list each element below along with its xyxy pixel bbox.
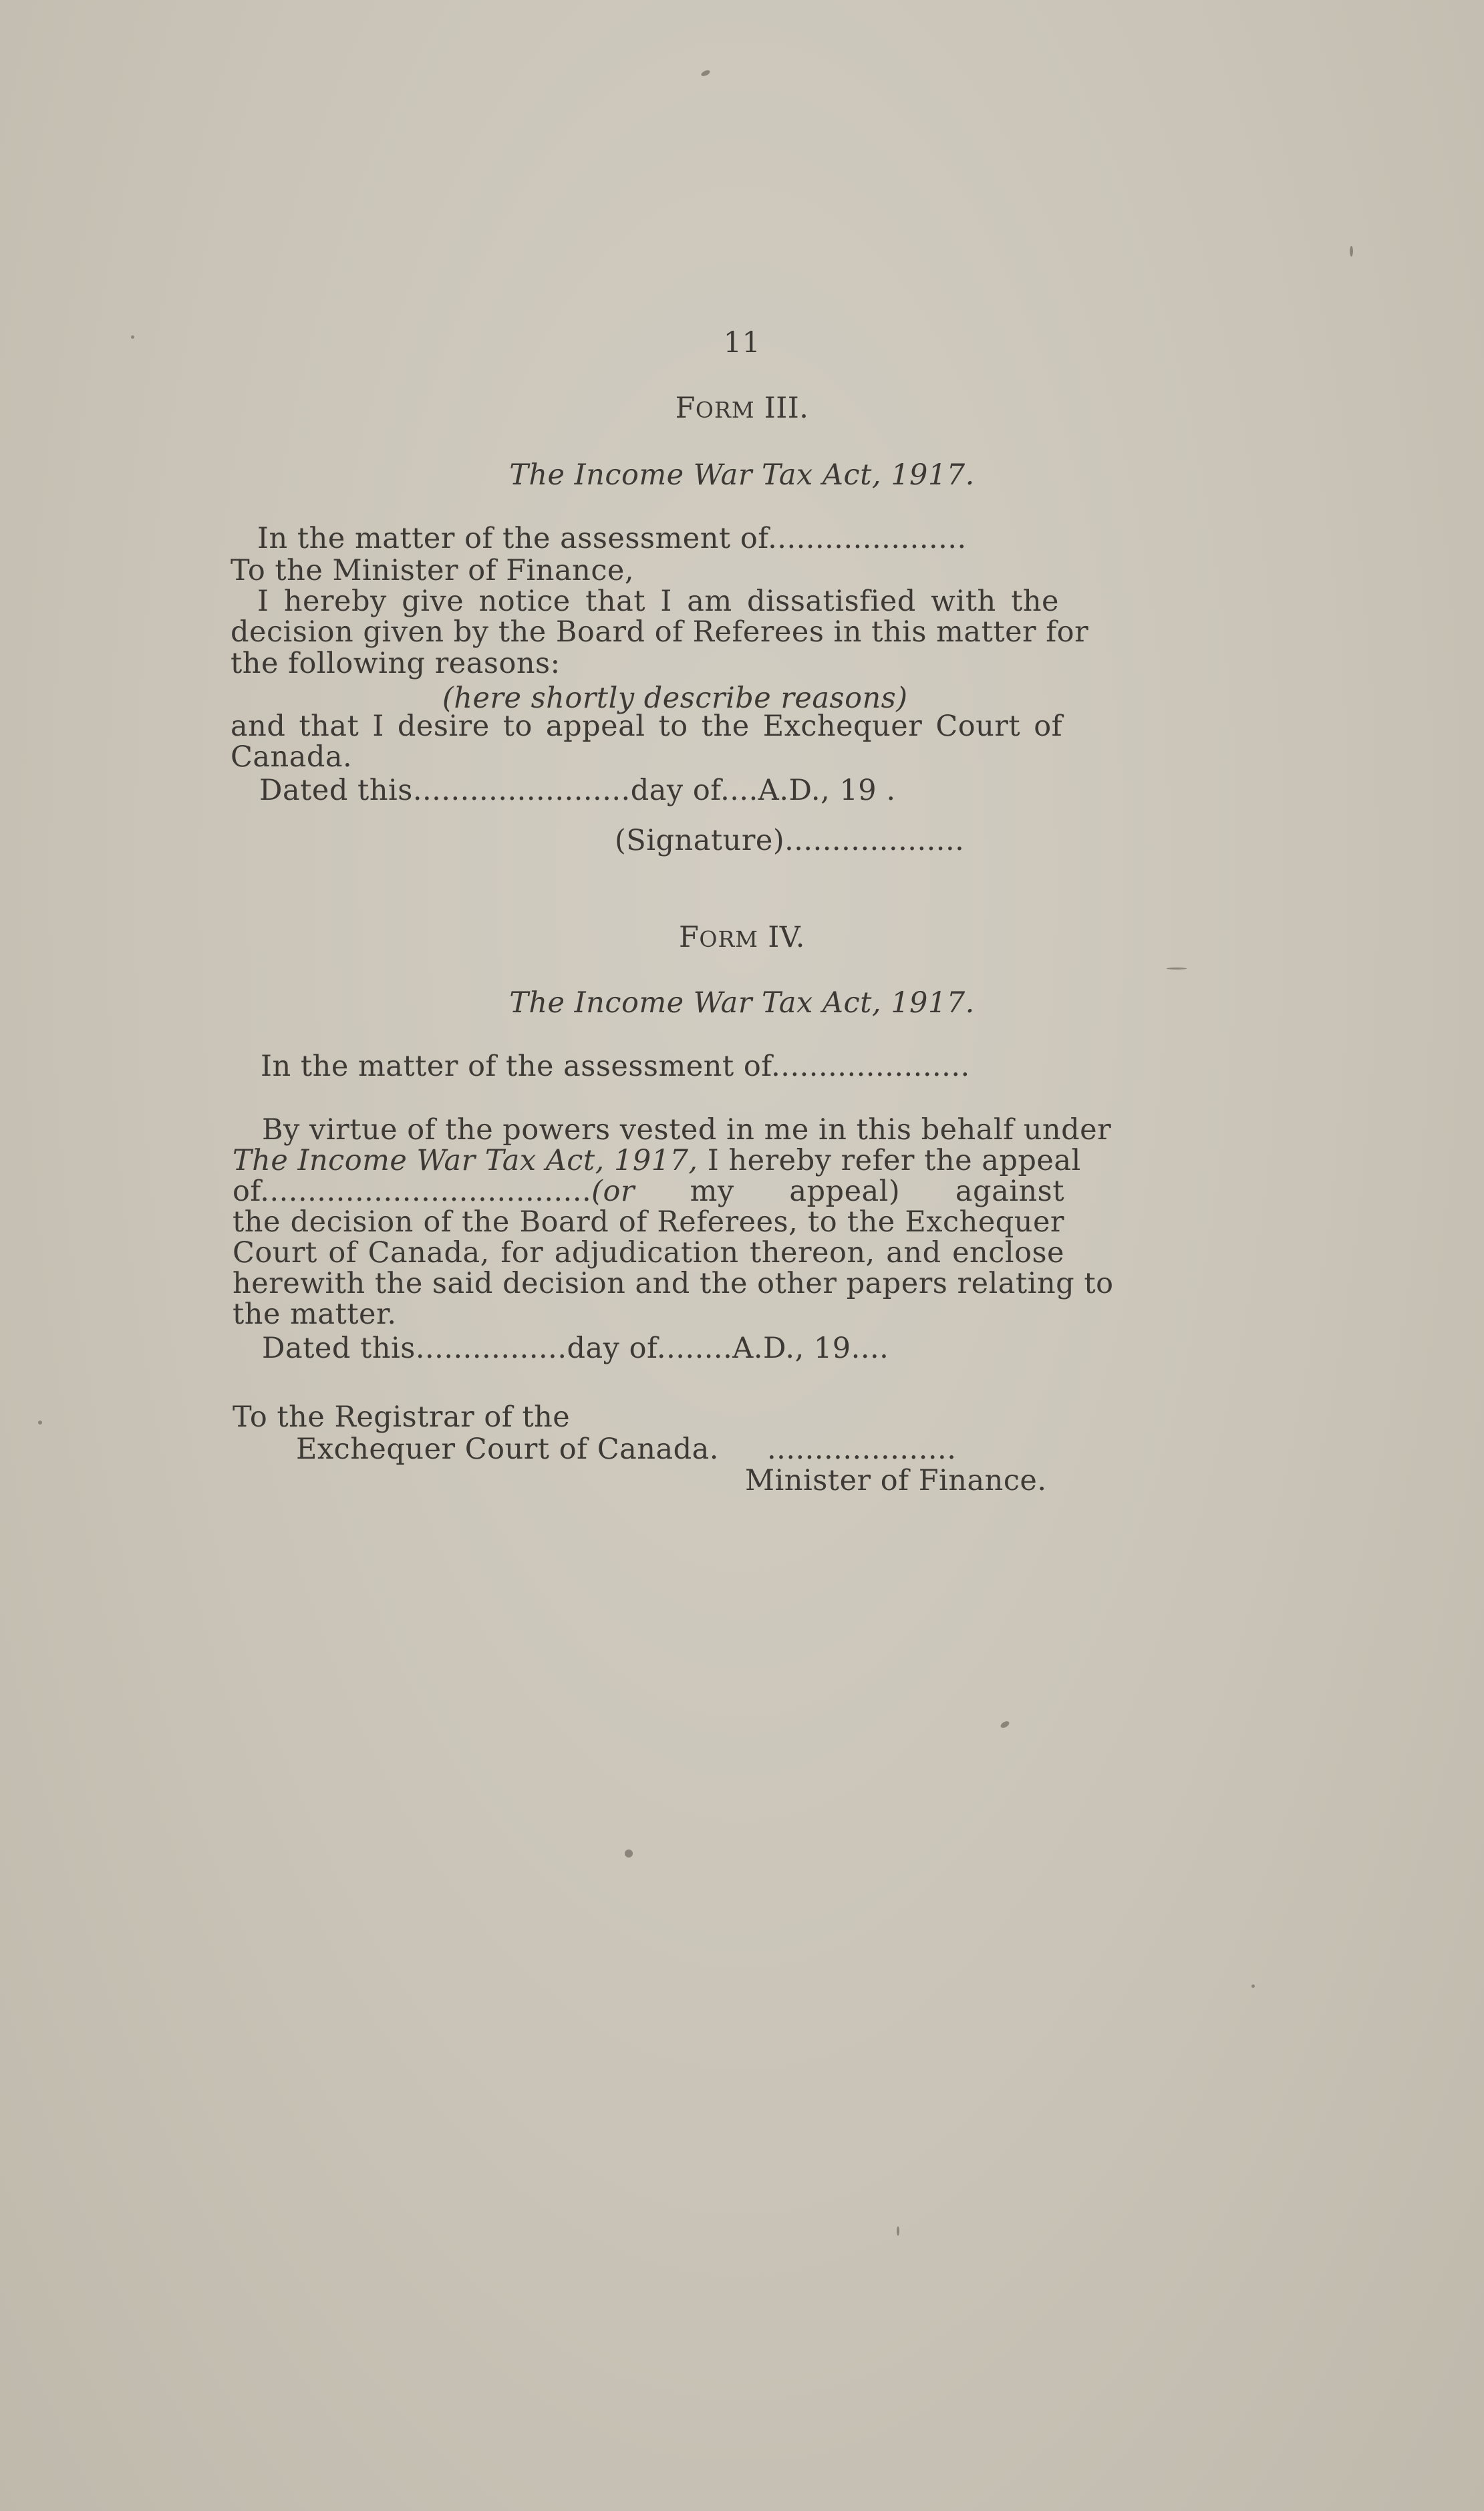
paper-speck bbox=[1350, 246, 1353, 257]
form4-assessment-line: In the matter of the assessment of..................... bbox=[261, 1050, 970, 1083]
form4-heading bbox=[0, 922, 1484, 955]
paper-speck bbox=[1251, 1984, 1255, 1988]
form4-act-title: The Income War Tax Act, 1917. bbox=[509, 986, 975, 1020]
form3-heading-initial: F bbox=[675, 392, 696, 425]
form4-heading-number: IV. bbox=[758, 921, 805, 954]
form3-act-title: The Income War Tax Act, 1917. bbox=[509, 458, 975, 492]
form4-exchequer-line: Exchequer Court of Canada. bbox=[296, 1433, 719, 1466]
form3-dated-line: Dated this.......................day of....A.D., 19 . bbox=[259, 774, 896, 807]
form4-heading-smallcaps: ORM bbox=[699, 926, 759, 952]
form4-dated-line: Dated this................day of........A.D., 19.... bbox=[262, 1332, 889, 1365]
form3-assessment-line: In the matter of the assessment of..................... bbox=[257, 522, 967, 555]
paper-speck bbox=[897, 2226, 899, 2236]
paper-speck bbox=[1000, 1720, 1010, 1729]
form4-act-reference: The Income War Tax Act, 1917, bbox=[233, 1144, 698, 1177]
form3-canada-line: Canada. bbox=[231, 740, 353, 774]
form4-my-appeal-text: my appeal) against bbox=[634, 1175, 1064, 1208]
form3-decision-line: decision given by the Board of Referees in this matter for bbox=[231, 615, 1089, 649]
form4-refer-text: I hereby refer the appeal bbox=[698, 1144, 1081, 1177]
form4-heading-initial: F bbox=[679, 921, 700, 954]
form4-paragraph-line-1: By virtue of the powers vested in me in this behalf under bbox=[262, 1113, 1112, 1147]
form4-paragraph-line-6: herewith the said decision and the other papers relating to bbox=[233, 1267, 1114, 1300]
form4-paragraph-line-3 bbox=[233, 1176, 1064, 1207]
form3-signature-line: (Signature)................... bbox=[615, 824, 965, 857]
form3-addressee: To the Minister of Finance, bbox=[231, 554, 635, 587]
paper-speck bbox=[131, 335, 134, 339]
form3-notice-line: I hereby give notice that I am dissatisfied with the bbox=[257, 585, 1059, 618]
form4-paragraph-line-2 bbox=[233, 1144, 1081, 1177]
form4-or-text: (or bbox=[591, 1175, 635, 1208]
paper-speck bbox=[625, 1850, 633, 1858]
page-number: 11 bbox=[723, 326, 761, 359]
form4-signature-dots: .................... bbox=[767, 1433, 957, 1466]
form4-paragraph-line-5: Court of Canada, for adjudication thereon, and enclose bbox=[233, 1236, 1064, 1270]
form3-reasons-line: the following reasons: bbox=[231, 647, 561, 680]
form4-paragraph-line-7: the matter. bbox=[233, 1298, 397, 1331]
form4-paragraph-line-4: the decision of the Board of Referees, to the Exchequer bbox=[233, 1205, 1064, 1239]
paper-speck bbox=[700, 69, 711, 77]
form4-of-dots: of................................... bbox=[233, 1175, 592, 1208]
form4-minister-line: Minister of Finance. bbox=[745, 1464, 1047, 1497]
paper-speck bbox=[1167, 968, 1187, 970]
form3-appeal-line: and that I desire to appeal to the Exchequer Court of bbox=[231, 710, 1062, 743]
form3-heading-number: III. bbox=[754, 392, 809, 425]
form4-registrar-line: To the Registrar of the bbox=[233, 1400, 571, 1434]
form3-reasons-note: (here shortly describe reasons) bbox=[442, 682, 908, 715]
form3-heading-smallcaps: ORM bbox=[695, 397, 755, 423]
paper-speck bbox=[38, 1421, 42, 1425]
form3-heading bbox=[0, 393, 1484, 426]
